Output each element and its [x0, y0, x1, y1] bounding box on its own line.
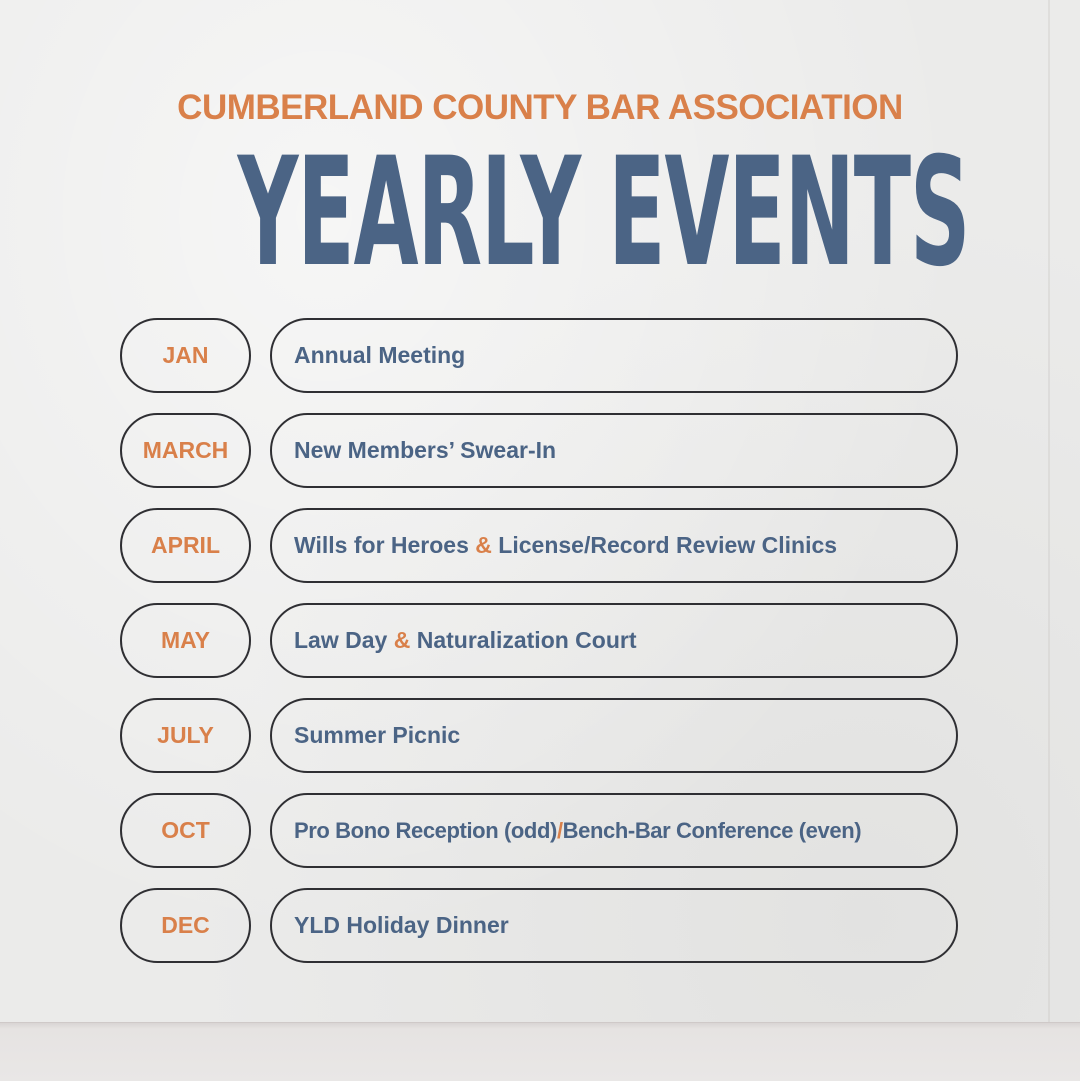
event-pill	[270, 603, 958, 678]
month-pill: MAY	[120, 603, 251, 678]
ampersand-separator: &	[387, 627, 417, 653]
organization-name: CUMBERLAND COUNTY BAR ASSOCIATION	[177, 88, 903, 127]
month-pill: OCT	[120, 793, 251, 868]
event-name: Bench-Bar Conference (even)	[562, 817, 862, 843]
month-pill: MARCH	[120, 413, 251, 488]
event-pill	[270, 413, 958, 488]
event-row-jan	[120, 318, 960, 395]
bottom-paper-strip	[0, 1022, 1080, 1081]
month-pill: APRIL	[120, 508, 251, 583]
event-name: Pro Bono Reception (odd)	[294, 817, 557, 843]
event-row-april	[120, 508, 960, 585]
page-title: YEARLY EVENTS	[237, 126, 970, 300]
event-pill	[270, 508, 958, 583]
event-row-july	[120, 698, 960, 775]
paper-fold-line	[1048, 0, 1050, 1080]
event-pill	[270, 793, 958, 868]
event-row-oct	[120, 793, 960, 870]
event-name: Annual Meeting	[294, 342, 466, 368]
event-pill	[270, 318, 958, 393]
event-name: Law Day	[294, 627, 388, 653]
month-pill: JULY	[120, 698, 251, 773]
slash-separator: /	[556, 817, 563, 843]
event-name: License/Record Review Clinics	[498, 532, 838, 558]
event-row-march	[120, 413, 960, 490]
event-row-may	[120, 603, 960, 680]
month-pill: DEC	[120, 888, 251, 963]
ampersand-separator: &	[468, 532, 499, 558]
month-pill: JAN	[120, 318, 251, 393]
events-list	[120, 318, 960, 983]
event-pill	[270, 888, 958, 963]
event-name: Summer Picnic	[294, 722, 461, 748]
event-name: YLD Holiday Dinner	[294, 912, 509, 938]
event-name: Naturalization Court	[416, 627, 637, 653]
event-row-dec	[120, 888, 960, 965]
event-pill	[270, 698, 958, 773]
event-name: New Members’ Swear-In	[294, 437, 557, 463]
event-name: Wills for Heroes	[294, 532, 469, 558]
